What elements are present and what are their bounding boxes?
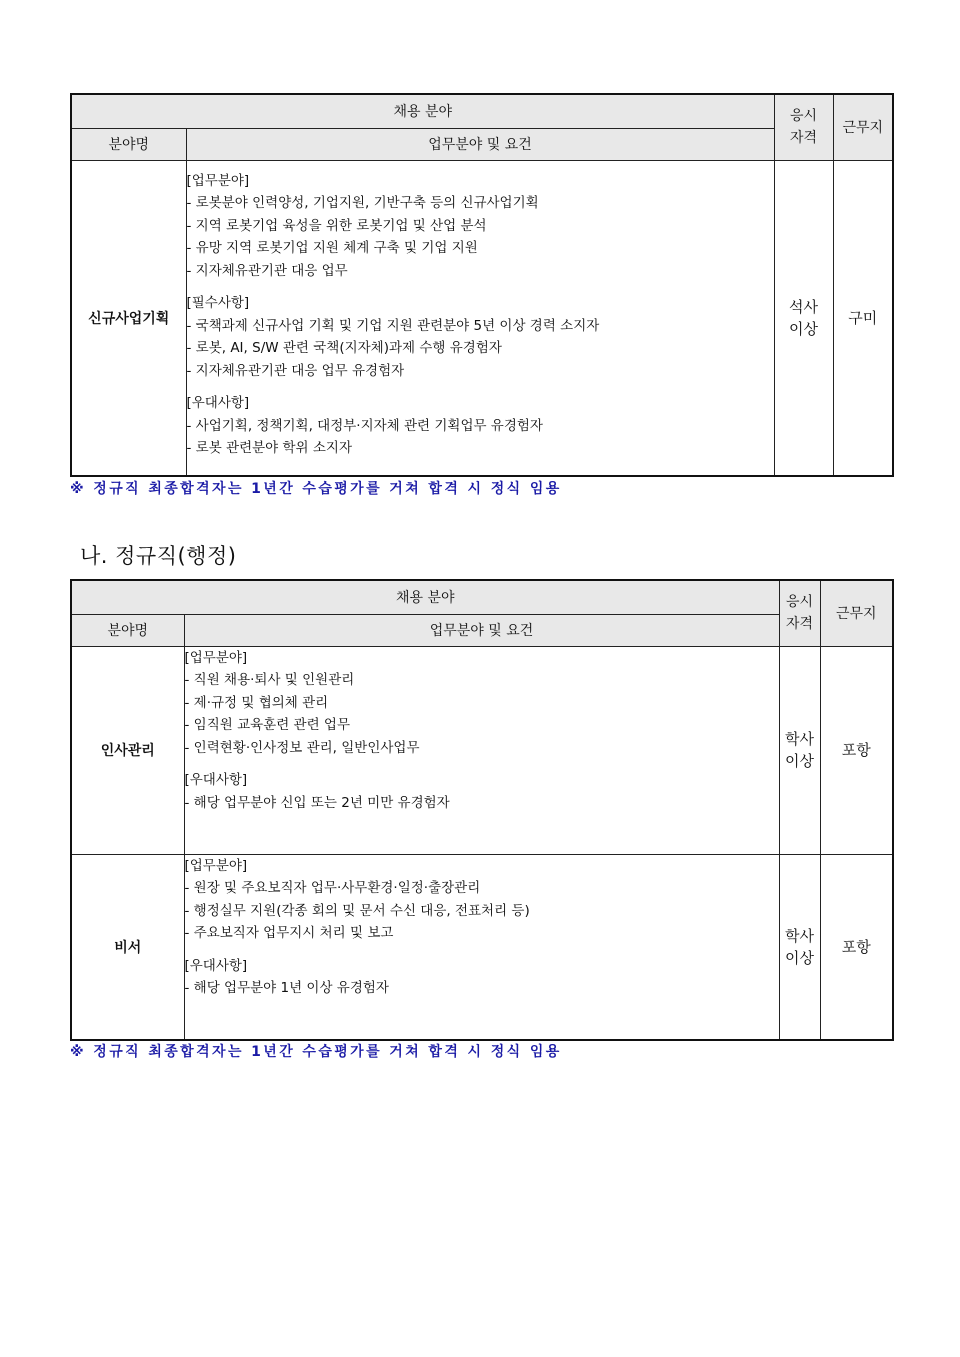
list-item: - 지자체유관기관 대응 업무 (186, 262, 348, 279)
qualification-cell (774, 160, 833, 476)
header-qualification (774, 94, 833, 160)
qualification-cell (779, 854, 820, 1040)
section-title: [업무분야] (184, 857, 248, 874)
preferred-section (185, 955, 779, 1000)
section-title: [우대사항] (184, 772, 248, 788)
qualification-line2: 이상 (785, 948, 814, 967)
qualification-line1: 석사 (789, 297, 818, 316)
duties-cell (186, 160, 774, 476)
list-item: - 직원 채용·퇴사 및 인원관리 (184, 672, 355, 688)
preferred-section (187, 392, 774, 460)
list-item: - 인력현황·인사정보 관리, 일반인사업무 (184, 739, 420, 756)
preferred-section (185, 769, 779, 814)
header-field-name: 분야명 (71, 128, 186, 160)
header-qualification-line2: 자격 (785, 616, 814, 633)
header-recruitment-field: 채용 분야 (71, 580, 779, 614)
list-item: - 주요보직자 업무지시 처리 및 보고 (184, 925, 394, 941)
list-item: - 지자체유관기관 대응 업무 유경험자 (186, 362, 405, 379)
list-item: - 국책과제 신규사업 기획 및 기업 지원 관련분야 5년 이상 경력 소지자 (186, 317, 600, 334)
qualification-line1: 학사 (785, 730, 814, 748)
list-item: - 로봇 관련분야 학위 소지자 (186, 440, 352, 456)
list-item: - 로봇분야 인력양성, 기업지원, 기반구축 등의 신규사업기획 (186, 195, 539, 211)
qualification-line2: 이상 (785, 752, 814, 770)
required-section (187, 292, 774, 382)
qualification-line1: 학사 (785, 926, 814, 945)
header-field-name: 분야명 (71, 614, 184, 646)
list-item: - 로봇, AI, S/W 관련 국책(지자체)과제 수행 유경험자 (186, 340, 502, 356)
location-cell: 포항 (820, 854, 893, 1040)
recruitment-table-admin (70, 579, 894, 1041)
header-qualification-line2: 자격 (789, 130, 818, 147)
header-duties: 업무분야 및 요건 (184, 614, 779, 646)
list-item: - 지역 로봇기업 육성을 위한 로봇기업 및 산업 분석 (186, 217, 487, 234)
qualification-cell (779, 646, 820, 854)
list-item: - 해당 업무분야 1년 이상 유경험자 (184, 980, 389, 996)
section-heading: 나. 정규직(행정) (80, 544, 237, 568)
list-item: - 원장 및 주요보직자 업무·사무환경·일정·출장관리 (184, 880, 481, 896)
duties-section (187, 170, 774, 283)
header-recruitment-field: 채용 분야 (71, 94, 774, 128)
field-name: 신규사업기획 (71, 160, 186, 476)
table-row (71, 646, 893, 854)
location-cell: 구미 (833, 160, 893, 476)
section-title: [우대사항] (184, 957, 248, 974)
table-row (71, 854, 893, 1040)
probation-note: ※ 정규직 최종합격자는 1년간 수습평가를 거쳐 합격 시 정식 임용 (70, 1044, 562, 1060)
duties-section (185, 647, 779, 760)
header-location: 근무지 (833, 94, 893, 160)
list-item: - 행정실무 지원(각종 회의 및 문서 수신 대응, 전표처리 등) (184, 902, 530, 919)
probation-note: ※ 정규직 최종합격자는 1년간 수습평가를 거쳐 합격 시 정식 임용 (70, 481, 562, 497)
section-title: [업무분야] (186, 172, 250, 189)
list-item: - 해당 업무분야 신입 또는 2년 미만 유경험자 (184, 794, 450, 811)
location-cell: 포항 (820, 646, 893, 854)
table-row (71, 160, 893, 476)
list-item: - 사업기획, 정책기획, 대정부·지자체 관련 기획업무 유경험자 (186, 417, 543, 434)
header-qualification (779, 580, 820, 646)
section-title: [필수사항] (186, 295, 250, 311)
duties-cell (184, 854, 779, 1040)
section-title: [우대사항] (186, 395, 250, 411)
field-name: 인사관리 (71, 646, 184, 854)
list-item: - 유망 지역 로봇기업 지원 체계 구축 및 기업 지원 (186, 240, 478, 256)
duties-cell (184, 646, 779, 854)
field-name: 비서 (71, 854, 184, 1040)
header-qualification-line1: 응시 (789, 108, 818, 125)
recruitment-table-research (70, 93, 894, 477)
header-qualification-line1: 응시 (785, 594, 814, 611)
list-item: - 임직원 교육훈련 관련 업무 (184, 717, 350, 733)
qualification-line2: 이상 (789, 319, 818, 338)
list-item: - 제·규정 및 협의체 관리 (184, 694, 329, 711)
duties-section (185, 855, 779, 945)
section-title: [업무분야] (184, 649, 248, 666)
header-duties: 업무분야 및 요건 (186, 128, 774, 160)
header-location: 근무지 (820, 580, 893, 646)
